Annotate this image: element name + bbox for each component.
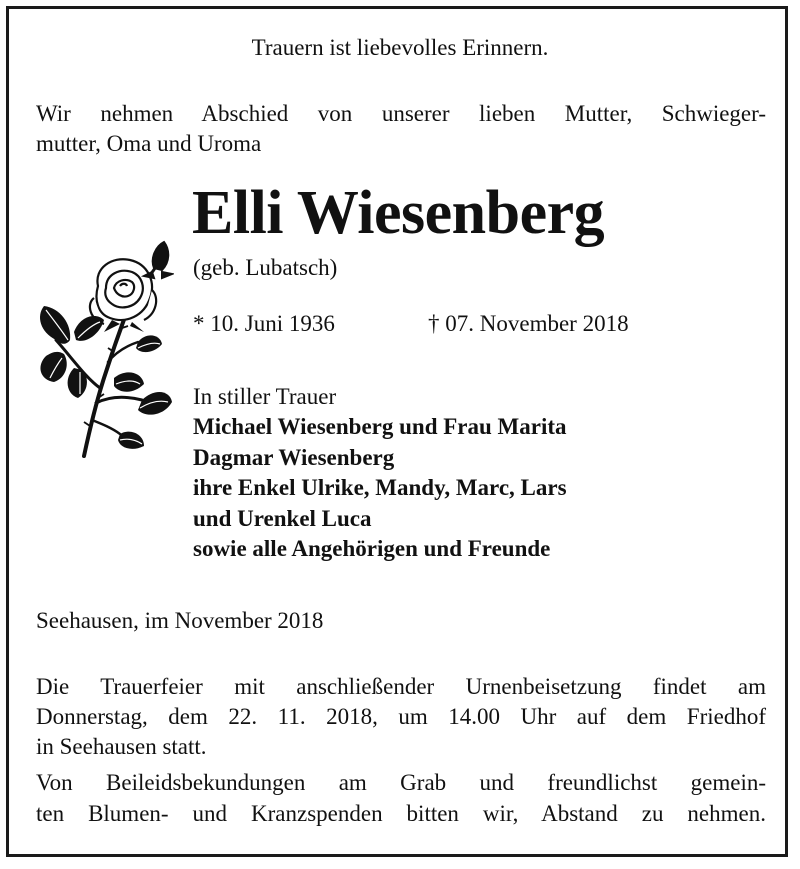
notice-line-3: in Seehausen statt. bbox=[36, 734, 207, 759]
maiden-name: (geb. Lubatsch) bbox=[193, 255, 338, 280]
mourner-line: Dagmar Wiesenberg bbox=[193, 444, 395, 470]
mourner-line: sowie alle Angehörigen und Freunde bbox=[193, 536, 551, 561]
rose-icon bbox=[34, 228, 174, 460]
deceased-name: Elli Wiesenberg bbox=[192, 179, 605, 247]
mourner-line: Michael Wiesenberg und Frau Marita bbox=[193, 414, 567, 439]
mourning-heading: In stiller Trauer bbox=[193, 384, 337, 409]
notice-line-5: ten Blumen- und Kranzspenden bitten wir, Abstand zu nehmen. bbox=[36, 801, 766, 826]
intro-line-1: Wir nehmen Abschied von unserer lieben Mutter, Schwieger- bbox=[36, 101, 766, 126]
birth-date: * 10. Juni 1936 bbox=[193, 311, 335, 336]
mourner-line: ihre Enkel Ulrike, Mandy, Marc, Lars bbox=[193, 475, 567, 500]
notice-line-1: Die Trauerfeier mit anschließender Urnenbeisetzung findet am bbox=[36, 674, 766, 699]
intro-line-2: mutter, Oma und Uroma bbox=[36, 131, 262, 156]
mourner-line: und Urenkel Luca bbox=[193, 505, 372, 531]
motto: Trauern ist liebevolles Erinnern. bbox=[251, 35, 549, 60]
notice-line-4: Von Beileidsbekundungen am Grab und freundlichst gemein- bbox=[36, 770, 766, 795]
notice-line-2: Donnerstag, dem 22. 11. 2018, um 14.00 Uhr auf dem Friedhof bbox=[36, 704, 766, 729]
place-date: Seehausen, im November 2018 bbox=[36, 608, 324, 633]
mourners-list bbox=[193, 412, 567, 565]
death-date: † 07. November 2018 bbox=[428, 311, 629, 336]
